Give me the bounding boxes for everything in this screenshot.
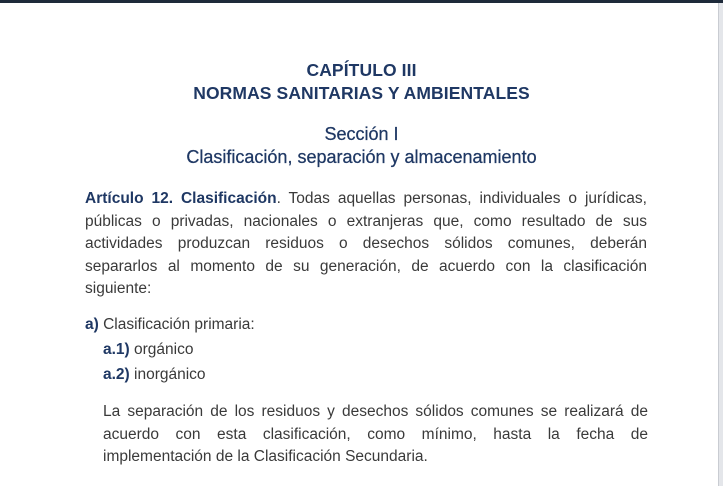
primary-label: Clasificación primaria: (98, 316, 255, 333)
article-text: . Todas aquellas personas, individuales o jurídicas, públicas o privadas, nacionales o extranjeras que, como resultado de sus actividades produzcan residuos o desechos sólidos comunes, deberán separarlos al momento de su generación, de acuerdo con la clasificación siguiente: (85, 190, 647, 297)
section-number: Sección I (324, 124, 399, 144)
sub-item-label: inorgánico (129, 366, 206, 383)
closing-paragraph: La separación de los residuos y desechos sólidos comunes se realizará de acuerdo con esta clasificación, como mínimo, hasta la fecha de implementación de la Clasificación Secundaria. (103, 403, 648, 465)
sub-item-marker: a.1) (103, 341, 130, 358)
list-item-organic (103, 339, 193, 362)
sub-item-label: orgánico (129, 341, 194, 358)
list-item-inorganic (103, 364, 206, 387)
primary-marker: a) (85, 316, 99, 333)
chapter-title: NORMAS SANITARIAS Y AMBIENTALES (193, 83, 530, 103)
primary-classification-item (85, 314, 647, 337)
section-title: Clasificación, separación y almacenamiento (186, 147, 537, 167)
chapter-number: CAPÍTULO III (306, 60, 417, 80)
sub-item-marker: a.2) (103, 366, 130, 383)
article-12-paragraph (85, 188, 647, 301)
article-heading: Artículo 12. Clasificación (85, 190, 277, 207)
